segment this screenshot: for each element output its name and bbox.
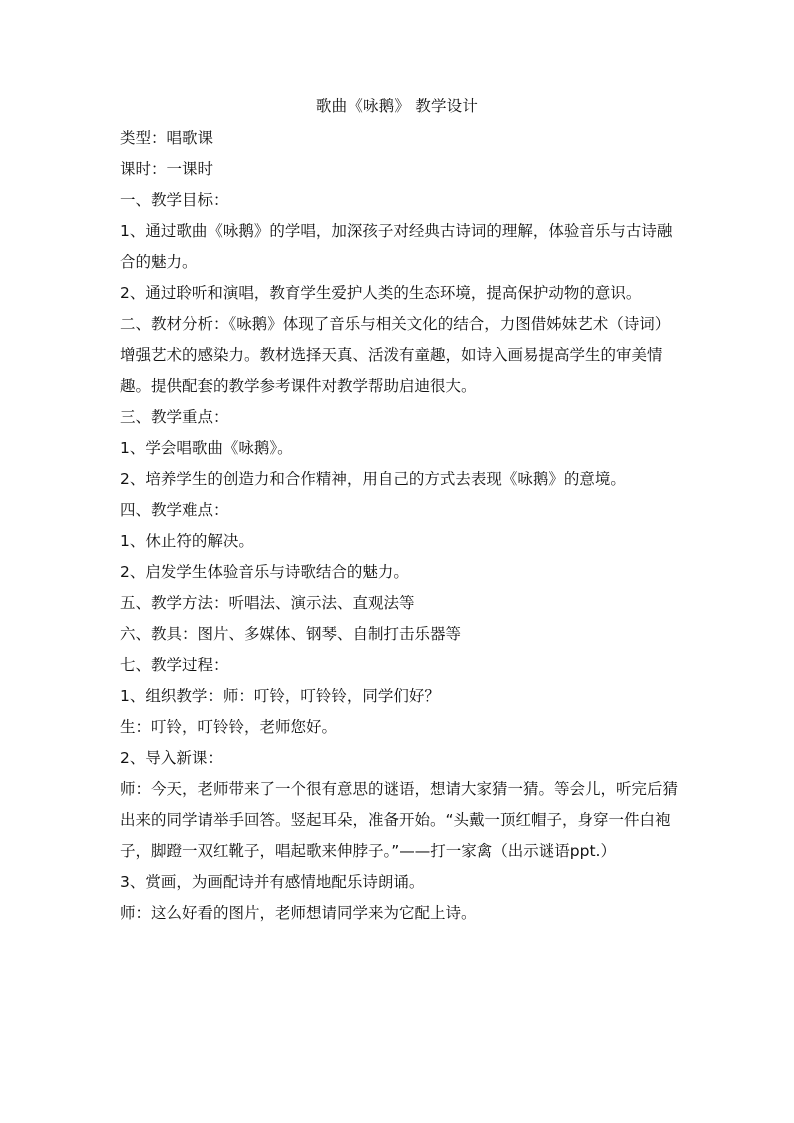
process-item-1: 1、组织教学：师：叮铃，叮铃铃，同学们好？ bbox=[120, 687, 440, 705]
process-final-paragraph: 师：这么好看的图片，老师想请同学来为它配上诗。 bbox=[120, 904, 477, 922]
objective-item-2: 2、通过聆听和演唱，教育学生爱护人类的生态环境，提高保护动物的意识。 bbox=[120, 284, 642, 302]
paragraph-duration: 课时：一课时 bbox=[120, 160, 214, 178]
difficulty-item-1: 1、休止符的解决。 bbox=[120, 532, 254, 550]
difficulty-item-2: 2、启发学生体验音乐与诗歌结合的魅力。 bbox=[120, 563, 409, 581]
document-title: 歌曲《咏鹅》 教学设计 bbox=[315, 97, 479, 115]
objective-item-1: 1、通过歌曲《咏鹅》的学唱，加深孩子对经典古诗词的理解，体验音乐与古诗融合的魅力。 bbox=[120, 222, 673, 271]
section-heading-difficulties: 四、教学难点： bbox=[120, 501, 229, 519]
process-item-3: 3、赏画，为画配诗并有感情地配乐诗朗诵。 bbox=[120, 873, 425, 891]
key-point-item-1: 1、学会唱歌曲《咏鹅》。 bbox=[120, 439, 293, 457]
process-item-2: 2、导入新课： bbox=[120, 749, 223, 767]
section-material-analysis: 二、教材分析：《咏鹅》体现了音乐与相关文化的结合，力图借姊妹艺术（诗词）增强艺术的感染力。教材选择天真、活泼有童趣，如诗入画易提高学生的审美情趣。提供配套的教学参考课件对教学帮助启迪很大。 bbox=[120, 315, 671, 395]
key-point-item-2: 2、培养学生的创造力和合作精神，用自己的方式去表现《咏鹅》的意境。 bbox=[120, 470, 626, 488]
process-response-1: 生：叮铃，叮铃铃，老师您好。 bbox=[120, 718, 338, 736]
document-body bbox=[120, 123, 680, 929]
section-heading-process: 七、教学过程： bbox=[120, 656, 229, 674]
section-methods: 五、教学方法：听唱法、演示法、直观法等 bbox=[120, 594, 415, 612]
section-heading-key-points: 三、教学重点： bbox=[120, 408, 229, 426]
paragraph-type: 类型：唱歌课 bbox=[120, 129, 214, 147]
section-heading-objectives: 一、教学目标： bbox=[120, 191, 229, 209]
section-teaching-aids: 六、教具：图片、多媒体、钢琴、自制打击乐器等 bbox=[120, 625, 462, 643]
process-riddle-paragraph: 师：今天，老师带来了一个很有意思的谜语，想请大家猜一猜。等会儿，听完后猜出来的同学请举手回答。竖起耳朵，准备开始。“头戴一顶红帽子，身穿一件白袍子，脚蹬一双红靴子，唱起歌来伸脖子。”——打一家禽（出示谜语ppt.） bbox=[120, 780, 679, 860]
